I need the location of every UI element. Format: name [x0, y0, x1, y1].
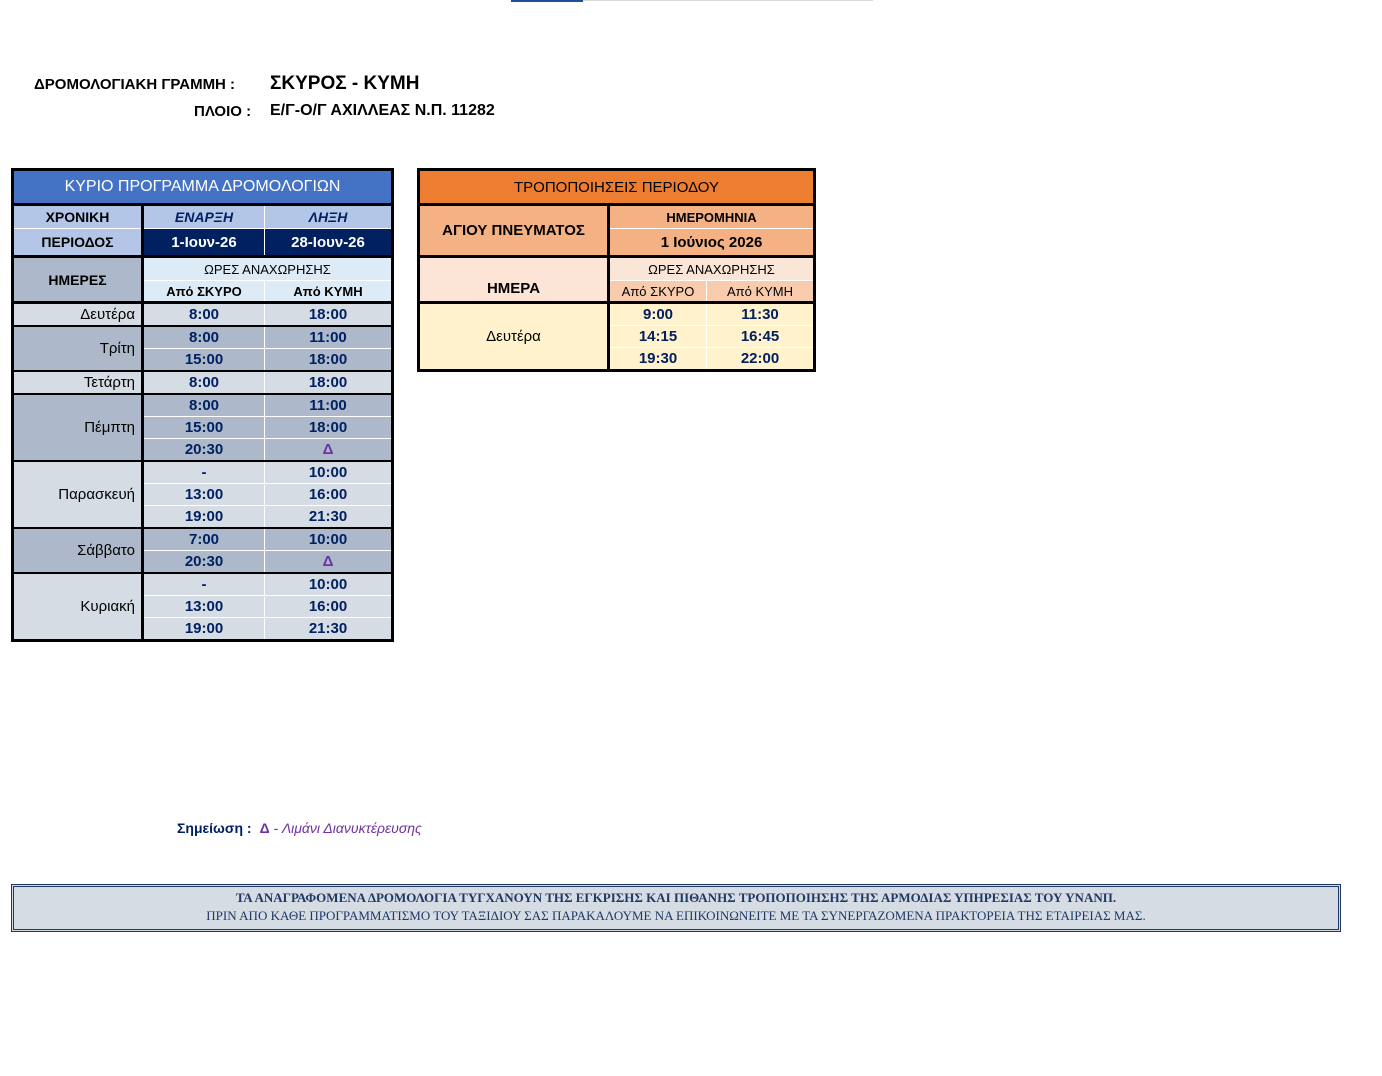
departure-kymi: 18:00	[265, 303, 393, 327]
days-header: ΗΜΕΡΕΣ	[13, 257, 143, 303]
day-cell: Δευτέρα	[13, 303, 143, 327]
departure-skyros: 13:00	[143, 596, 265, 618]
departure-skyros: 19:00	[143, 618, 265, 641]
disclaimer-line-1: ΤΑ ΑΝΑΓΡΑΦΟΜΕΝΑ ΔΡΟΜΟΛΟΓΙΑ ΤΥΓΧΑΝΟΥΝ ΤΗΣ ΕΓΚΡΙΣΗΣ ΚΑΙ ΠΙΘΑΝΗΣ ΤΡΟΠΟΠΟΙΗΣΗΣ ΤΗΣ ΑΡΜΟΔΙΑΣ ΥΠΗΡΕΣΙΑΣ ΤΟΥ ΥΝΑΝΠ.	[235, 890, 1117, 905]
table-row	[13, 394, 393, 417]
table-row	[13, 573, 393, 596]
table-row	[419, 303, 815, 326]
mods-departure-skyros: 9:00	[609, 303, 707, 326]
end-label: ΛΗΞΗ	[265, 205, 393, 229]
main-schedule-title: ΚΥΡΙΟ ΠΡΟΓΡΑΜΜΑ ΔΡΟΜΟΛΟΓΙΩΝ	[13, 170, 393, 205]
departure-kymi: 16:00	[265, 596, 393, 618]
route-value: ΣΚΥΡΟΣ - ΚΥΜΗ	[270, 73, 420, 94]
start-date: 1-Ιουν-26	[143, 229, 265, 257]
table-row	[13, 303, 393, 327]
mods-departure-skyros: 14:15	[609, 326, 707, 348]
ship-label: ΠΛΟΙΟ :	[194, 103, 252, 120]
table-row	[13, 371, 393, 394]
departure-skyros: 15:00	[143, 417, 265, 439]
from-skyros-header: Από ΣΚΥΡΟ	[143, 281, 265, 303]
modifications-title: ΤΡΟΠΟΠΟΙΗΣΕΙΣ ΠΕΡΙΟΔΟΥ	[419, 170, 815, 205]
note	[177, 820, 422, 836]
start-label: ΕΝΑΡΞΗ	[143, 205, 265, 229]
sheet-divider	[583, 0, 873, 1]
table-row	[13, 528, 393, 551]
mods-departures-header: ΩΡΕΣ ΑΝΑΧΩΡΗΣΗΣ	[609, 257, 815, 281]
modification-date: 1 Ιούνιος 2026	[609, 229, 815, 257]
mods-departure-kymi: 22:00	[707, 348, 815, 371]
day-header: ΗΜΕΡΑ	[419, 257, 609, 303]
table-row	[13, 326, 393, 349]
mods-from-skyros-header: Από ΣΚΥΡΟ	[609, 281, 707, 303]
departures-header: ΩΡΕΣ ΑΝΑΧΩΡΗΣΗΣ	[143, 257, 393, 281]
day-cell: Κυριακή	[13, 573, 143, 641]
mods-from-kymi-header: Από ΚΥΜΗ	[707, 281, 815, 303]
end-date: 28-Ιουν-26	[265, 229, 393, 257]
note-label: Σημείωση :	[177, 820, 252, 836]
day-cell: Τρίτη	[13, 326, 143, 371]
from-kymi-header: Από ΚΥΜΗ	[265, 281, 393, 303]
mods-departure-skyros: 19:30	[609, 348, 707, 371]
departure-kymi: 10:00	[265, 528, 393, 551]
mods-departure-kymi: 16:45	[707, 326, 815, 348]
period-modifications-table	[417, 168, 816, 372]
departure-kymi: 11:00	[265, 326, 393, 349]
departure-kymi: 11:00	[265, 394, 393, 417]
ship-value: Ε/Γ-Ο/Γ ΑΧΙΛΛΕΑΣ Ν.Π. 11282	[270, 102, 495, 119]
departure-kymi: 18:00	[265, 417, 393, 439]
departure-kymi: Δ	[265, 439, 393, 462]
departure-kymi: Δ	[265, 551, 393, 574]
departure-skyros: 13:00	[143, 484, 265, 506]
departure-skyros: 8:00	[143, 326, 265, 349]
disclaimer-line-2: ΠΡΙΝ ΑΠΟ ΚΑΘΕ ΠΡΟΓΡΑΜΜΑΤΙΣΜΟ ΤΟΥ ΤΑΞΙΔΙΟΥ ΣΑΣ ΠΑΡΑΚΑΛΟΥΜΕ ΝΑ ΕΠΙΚΟΙΝΩΝΕΙΤΕ ΜΕ ΤΑ ΣΥΝΕΡΓΑΖΟΜΕΝΑ ΠΡΑΚΤΟΡΕΙΑ ΤΗΣ ΕΤΑΙΡΕΙΑΣ ΜΑΣ.	[206, 908, 1146, 923]
departure-skyros: 8:00	[143, 371, 265, 394]
departure-kymi: 21:30	[265, 618, 393, 641]
departure-kymi: 18:00	[265, 371, 393, 394]
departure-skyros: 8:00	[143, 394, 265, 417]
main-schedule-table	[11, 168, 394, 642]
departure-kymi: 21:30	[265, 506, 393, 529]
period-label-1: ΧΡΟΝΙΚΗ	[13, 205, 143, 229]
departure-kymi: 16:00	[265, 484, 393, 506]
departure-skyros: 7:00	[143, 528, 265, 551]
departure-skyros: 8:00	[143, 303, 265, 327]
sheet-tab-indicator	[511, 0, 583, 2]
date-header: ΗΜΕΡΟΜΗΝΙΑ	[609, 205, 815, 229]
mods-day-cell: Δευτέρα	[419, 303, 609, 371]
day-cell: Παρασκευή	[13, 461, 143, 528]
table-row	[13, 461, 393, 484]
disclaimer-box	[11, 884, 1341, 932]
period-label-2: ΠΕΡΙΟΔΟΣ	[13, 229, 143, 257]
day-cell: Πέμπτη	[13, 394, 143, 461]
departure-kymi: 10:00	[265, 573, 393, 596]
departure-skyros: 20:30	[143, 439, 265, 462]
departure-skyros: -	[143, 573, 265, 596]
route-label: ΔΡΟΜΟΛΟΓΙΑΚΗ ΓΡΑΜΜΗ :	[34, 76, 236, 93]
departure-skyros: -	[143, 461, 265, 484]
departure-skyros: 19:00	[143, 506, 265, 529]
occasion-label: ΑΓΙΟΥ ΠΝΕΥΜΑΤΟΣ	[419, 205, 609, 257]
departure-kymi: 18:00	[265, 349, 393, 372]
day-cell: Τετάρτη	[13, 371, 143, 394]
departure-skyros: 20:30	[143, 551, 265, 574]
departure-skyros: 15:00	[143, 349, 265, 372]
note-text: - Λιμάνι Διανυκτέρευσης	[269, 820, 422, 836]
departure-kymi: 10:00	[265, 461, 393, 484]
day-cell: Σάββατο	[13, 528, 143, 573]
note-symbol: Δ	[259, 820, 270, 836]
mods-departure-kymi: 11:30	[707, 303, 815, 326]
